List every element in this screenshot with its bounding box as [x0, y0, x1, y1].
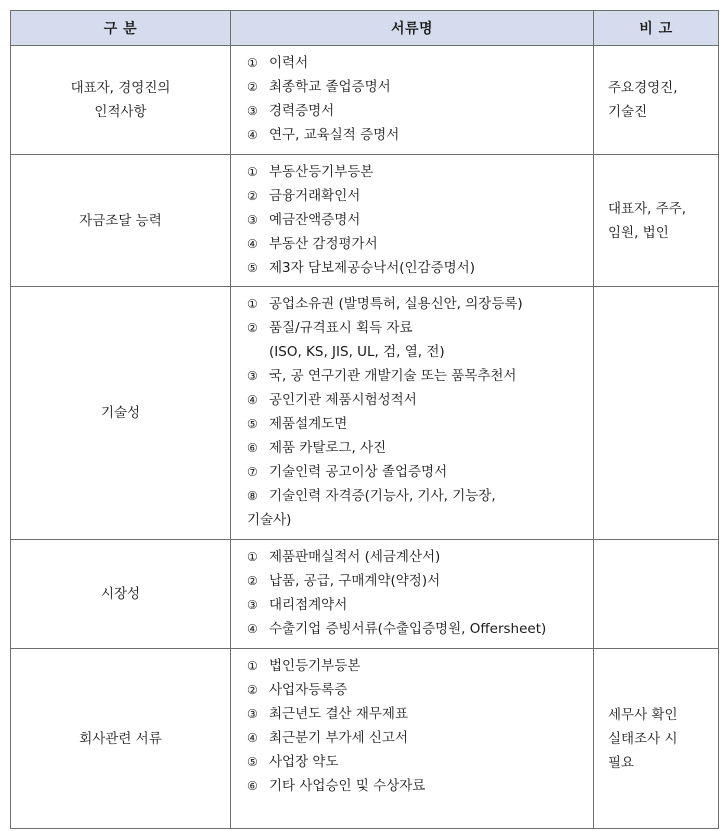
category-cell: [11, 46, 231, 155]
item-text: 부동산등기부등본: [269, 164, 374, 180]
item-number: ④: [247, 237, 258, 251]
table-row-funding: [11, 155, 719, 287]
category-line: 기술성: [100, 405, 141, 421]
item-text: 경력증명서: [269, 103, 335, 119]
item-number: ③: [247, 707, 258, 721]
category-line: 시장성: [100, 586, 141, 602]
item-text: 최근년도 결산 재무제표: [269, 706, 408, 722]
item-text: 이력서: [269, 55, 309, 71]
item-text: 공업소유권 (발명특허, 실용신안, 의장등록): [269, 296, 523, 312]
category-cell: [11, 540, 231, 649]
item-text: 기술인력 자격증(기능사, 기사, 기능장,: [269, 488, 496, 504]
item-text: 대리점계약서: [269, 597, 348, 613]
item-subtext: (ISO, KS, JIS, UL, 검, 열, 전): [269, 344, 445, 360]
document-item: [247, 256, 585, 280]
item-text: 제3자 담보제공승낙서(인감증명서): [269, 260, 475, 276]
note-cell: [594, 649, 719, 829]
note-line: 필요: [608, 754, 635, 771]
document-item: [247, 160, 585, 184]
item-number: ⑤: [247, 261, 258, 275]
category-cell: [11, 287, 231, 540]
item-number: ④: [247, 622, 258, 636]
documents-cell: [231, 287, 594, 540]
header-note: 비 고: [594, 11, 719, 46]
item-text: 제품판매실적서 (세금계산서): [269, 549, 441, 565]
item-text: 납품, 공급, 구매계약(약정)서: [269, 573, 441, 589]
header-row: [11, 11, 719, 46]
document-item: [247, 99, 585, 123]
item-text: 사업자등록증: [269, 682, 348, 698]
document-item: [247, 654, 585, 678]
item-text: 제품 카탈로그, 사진: [269, 440, 387, 456]
documents-cell: [231, 155, 594, 287]
category-line: 자금조달 능력: [79, 212, 162, 229]
item-number: ③: [247, 369, 258, 383]
item-text: 품질/규격표시 획득 자료: [269, 320, 413, 336]
item-text: 제품설계도면: [269, 416, 348, 432]
item-number: ⑧: [247, 489, 258, 503]
item-number: ①: [247, 550, 258, 564]
category-line: 인적사항: [94, 104, 147, 120]
item-number: ④: [247, 128, 258, 142]
document-item: [247, 774, 585, 798]
note-line: 실태조사 시: [608, 730, 678, 747]
item-text: 연구, 교육실적 증명서: [269, 127, 400, 143]
item-number: ②: [247, 574, 258, 588]
document-item: [247, 232, 585, 256]
item-text: 부동산 감정평가서: [269, 236, 378, 252]
document-item: [247, 678, 585, 702]
document-item: [247, 569, 585, 593]
note-cell: [594, 540, 719, 649]
documents-cell: [231, 540, 594, 649]
item-continuation: 기술사): [247, 512, 292, 528]
document-item: [247, 593, 585, 617]
document-item: [247, 460, 585, 484]
document-item: [247, 726, 585, 750]
item-number: ③: [247, 213, 258, 227]
item-number: ④: [247, 393, 258, 407]
header-documents: 서류명: [231, 11, 594, 46]
category-cell: [11, 155, 231, 287]
document-item: [247, 702, 585, 726]
item-number: ①: [247, 56, 258, 70]
note-line: 대표자, 주주,: [608, 200, 687, 217]
document-item: [247, 364, 585, 388]
item-number: ④: [247, 731, 258, 745]
document-item: [247, 388, 585, 412]
item-text: 금융거래확인서: [269, 188, 361, 204]
item-text: 수출기업 증빙서류(수출입증명원, Offersheet): [269, 621, 547, 637]
item-text: 기술인력 공고이상 졸업증명서: [269, 464, 448, 480]
table-row-technology: [11, 287, 719, 540]
item-number: ②: [247, 189, 258, 203]
item-number: ③: [247, 104, 258, 118]
item-text: 예금잔액증명서: [269, 212, 361, 228]
document-item: [247, 208, 585, 232]
item-number: ②: [247, 80, 258, 94]
item-number: ①: [247, 659, 258, 673]
item-number: ②: [247, 683, 258, 697]
document-item: [247, 51, 585, 75]
document-item: [247, 75, 585, 99]
table-row-management: [11, 46, 719, 155]
note-cell: [594, 46, 719, 155]
document-item: [247, 316, 585, 364]
table-row-company: [11, 649, 719, 829]
item-text: 사업장 약도: [269, 754, 339, 770]
item-number: ⑤: [247, 755, 258, 769]
item-text: 법인등기부등본: [269, 658, 361, 674]
item-number: ⑤: [247, 417, 258, 431]
header-category: 구 분: [11, 11, 231, 46]
document-item: [247, 123, 585, 147]
document-item: [247, 750, 585, 774]
item-text: 최근분기 부가세 신고서: [269, 730, 408, 746]
document-requirements-table: [10, 10, 719, 829]
document-item: [247, 545, 585, 569]
document-item: [247, 436, 585, 460]
item-text: 국, 공 연구기관 개발기술 또는 품목추천서: [269, 368, 517, 384]
documents-cell: [231, 46, 594, 155]
document-item: [247, 617, 585, 641]
document-item: [247, 292, 585, 316]
note-cell: [594, 155, 719, 287]
item-number: ①: [247, 165, 258, 179]
note-cell: [594, 287, 719, 540]
item-number: ⑥: [247, 441, 258, 455]
documents-cell: [231, 649, 594, 829]
note-line: 세무사 확인: [608, 706, 678, 723]
item-number: ②: [247, 321, 258, 335]
item-text: 공인기관 제품시험성적서: [269, 392, 417, 408]
note-line: 주요경영진,: [608, 80, 678, 96]
document-item: [247, 412, 585, 436]
item-text: 기타 사업승인 및 수상자료: [269, 778, 426, 794]
item-text: 최종학교 졸업증명서: [269, 79, 391, 95]
item-number: ⑥: [247, 779, 258, 793]
document-item: [247, 484, 585, 532]
item-number: ⑦: [247, 465, 258, 479]
category-line: 회사관련 서류: [79, 730, 162, 747]
category-line: 대표자, 경영진의: [70, 80, 171, 96]
item-number: ③: [247, 598, 258, 612]
note-line: 임원, 법인: [608, 224, 669, 241]
category-cell: [11, 649, 231, 829]
note-line: 기술진: [608, 104, 648, 120]
document-item: [247, 184, 585, 208]
table-row-market: [11, 540, 719, 649]
item-number: ①: [247, 297, 258, 311]
